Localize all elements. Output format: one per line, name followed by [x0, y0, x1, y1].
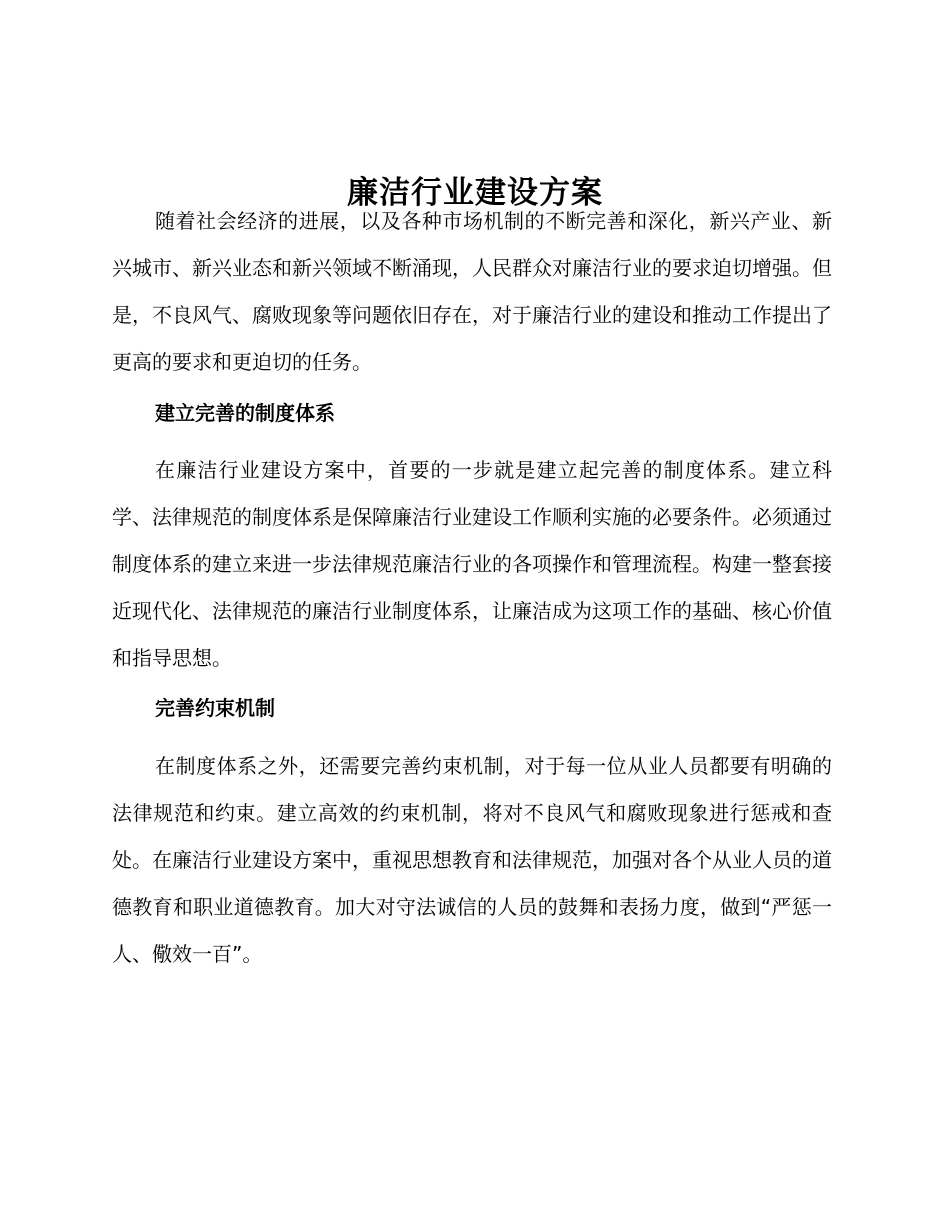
section-body-system: 在廉洁行业建设方案中，首要的一步就是建立起完善的制度体系。建立科学、法律规范的制度体系是保障廉洁行业建设工作顺利实施的必要条件。必须通过制度体系的建立来进一步法律规范廉洁行业的各项操作和管理流程。构建一整套接近现代化、法律规范的廉洁行业制度体系，让廉洁成为这项工作的基础、核心价值和指导思想。	[112, 458, 832, 670]
section-body-constraint: 在制度体系之外，还需要完善约束机制，对于每一位从业人员都要有明确的法律规范和约束。建立高效的约束机制，将对不良风气和腐败现象进行惩戒和查处。在廉洁行业建设方案中，重视思想教育和法律规范，加强对各个从业人员的道德教育和职业道德教育。加大对守法诚信的人员的鼓舞和表扬力度，做到“严惩一人、儆效一百”。	[112, 754, 832, 966]
intro-paragraph: 随着社会经济的进展，以及各种市场机制的不断完善和深化，新兴产业、新兴城市、新兴业态和新兴领域不断涌现，人民群众对廉洁行业的要求迫切增强。但是，不良风气、腐败现象等问题依旧存在，对于廉洁行业的建设和推动工作提出了更高的要求和更迫切的任务。	[112, 209, 832, 374]
section-heading-constraint: 完善约束机制	[155, 696, 275, 720]
section-heading-system: 建立完善的制度体系	[155, 401, 335, 425]
document-title: 廉洁行业建设方案	[347, 174, 603, 211]
